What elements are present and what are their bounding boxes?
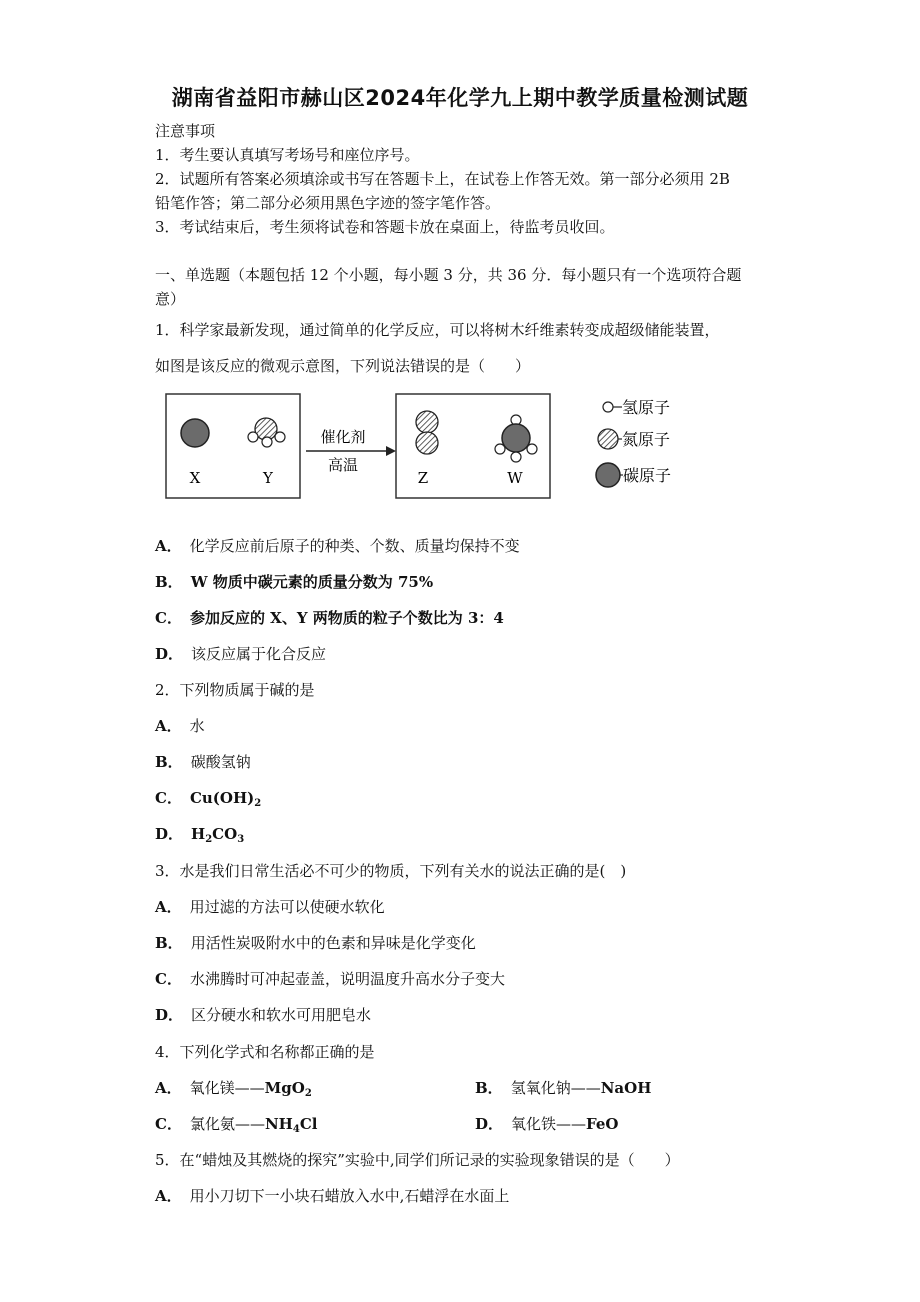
q5-option-a — [155, 1186, 509, 1206]
option-label: A． — [155, 898, 182, 916]
formula: $NH_4Cl$ — [264, 1115, 318, 1135]
option-label: D． — [155, 1006, 184, 1024]
option-label: B． — [155, 753, 183, 771]
q2-option-b — [155, 752, 251, 772]
q3-option-d — [155, 1005, 371, 1025]
formula: NaOH — [600, 1079, 652, 1097]
option-name: 氧化镁—— — [189, 1079, 265, 1097]
option-text: 水沸腾时可冲起壶盖，说明温度升高水分子变大 — [189, 970, 505, 988]
legend-hydrogen-icon — [603, 402, 613, 412]
option-label: C． — [155, 1115, 182, 1133]
formula: $H_2CO_3$ — [191, 825, 245, 845]
question-1-stem: 1．科学家最新发现，通过简单的化学反应，可以将树木纤维素转变成超级储能装置， — [155, 321, 720, 339]
w-hydrogen-atom-right — [527, 444, 537, 454]
q1-option-b — [155, 572, 433, 592]
label-w: W — [507, 469, 523, 487]
notice-item-2-cont: 铅笔作答；第二部分必须用黑色字迹的签字笔作答。 — [155, 194, 501, 212]
label-z: Z — [417, 469, 429, 487]
formula: $Cu(OH)_2$ — [189, 789, 262, 809]
section-heading-cont: 意） — [155, 290, 186, 308]
option-name: 氧化铁—— — [511, 1115, 587, 1133]
option-text: 用过滤的方法可以使硬水软化 — [189, 898, 385, 916]
option-label: C． — [155, 609, 182, 627]
q4-option-a — [155, 1078, 312, 1098]
reaction-diagram — [160, 388, 720, 508]
option-label: A． — [155, 1187, 182, 1205]
legend-hydrogen-label: 氢原子 — [622, 398, 671, 417]
q4-option-c — [155, 1114, 317, 1134]
option-text: 碳酸氢钠 — [190, 753, 251, 771]
q3-option-a — [155, 897, 385, 917]
option-label: A． — [155, 717, 182, 735]
x-carbon-atom — [181, 419, 209, 447]
w-carbon-atom — [502, 424, 530, 452]
option-text: W 物质中碳元素的质量分数为 75% — [190, 573, 434, 591]
notice-item-2: 2．试题所有答案必须填涂或书写在答题卡上，在试卷上作答无效。第一部分必须用 2B — [155, 170, 730, 188]
page-title: 湖南省益阳市赫山区2024年化学九上期中教学质量检测试题 — [171, 86, 749, 110]
option-text: 水 — [189, 717, 205, 735]
option-label: B． — [155, 573, 183, 591]
q1-option-a — [155, 536, 520, 556]
option-text: 区分硬水和软水可用肥皂水 — [191, 1006, 372, 1024]
y-hydrogen-atom-1 — [248, 432, 258, 442]
legend-carbon-icon — [596, 463, 620, 487]
q2-option-c — [155, 788, 261, 808]
option-text: 化学反应前后原子的种类、个数、质量均保持不变 — [189, 537, 520, 555]
option-text: 参加反应的 X、Y 两物质的粒子个数比为 3：4 — [189, 609, 504, 627]
label-y: Y — [263, 469, 273, 487]
option-label: C． — [155, 789, 182, 807]
option-label: D． — [155, 645, 184, 663]
y-hydrogen-atom-3 — [275, 432, 285, 442]
legend-nitrogen-label: 氮原子 — [622, 430, 671, 449]
formula: MgO$_2$ — [264, 1079, 312, 1099]
q2-option-a — [155, 716, 205, 736]
legend-carbon-label: 碳原子 — [623, 466, 672, 485]
option-name: 氢氧化钠—— — [510, 1079, 601, 1097]
formula: FeO — [586, 1115, 619, 1133]
option-text: 该反应属于化合反应 — [191, 645, 327, 663]
notice-heading: 注意事项 — [155, 122, 216, 140]
q4-option-b — [475, 1078, 651, 1098]
section-heading: 一、单选题（本题包括 12 个小题，每小题 3 分，共 36 分．每小题只有一个选项符合题 — [155, 266, 742, 284]
option-text: 用小刀切下一小块石蜡放入水中,石蜡浮在水面上 — [189, 1187, 510, 1205]
option-label: A． — [155, 1079, 182, 1097]
question-5-stem: 5．在“蜡烛及其燃烧的探究”实验中,同学们所记录的实验现象错误的是（ ） — [155, 1151, 680, 1169]
option-label: B． — [155, 934, 183, 952]
legend-nitrogen-icon — [598, 429, 618, 449]
label-x: X — [189, 469, 201, 487]
question-1-stem-cont: 如图是该反应的微观示意图，下列说法错误的是（ ） — [155, 357, 531, 375]
option-label: D． — [475, 1115, 504, 1133]
q3-option-c — [155, 969, 505, 989]
option-label: D． — [155, 825, 184, 843]
option-label: A． — [155, 537, 182, 555]
reaction-arrow-head — [386, 446, 396, 456]
q4-option-d — [475, 1114, 618, 1134]
z-nitrogen-atom-2 — [416, 432, 438, 454]
q1-option-c — [155, 608, 504, 628]
question-4-stem: 4．下列化学式和名称都正确的是 — [155, 1043, 375, 1061]
q2-option-d — [155, 824, 244, 844]
q1-option-d — [155, 644, 326, 664]
option-name: 氯化氨—— — [189, 1115, 265, 1133]
option-text: 用活性炭吸附水中的色素和异味是化学变化 — [190, 934, 476, 952]
notice-item-1: 1．考生要认真填写考场号和座位序号。 — [155, 146, 420, 164]
condition-catalyst: 催化剂 — [320, 428, 366, 446]
z-nitrogen-atom-1 — [416, 411, 438, 433]
q3-option-b — [155, 933, 476, 953]
option-label: B． — [475, 1079, 503, 1097]
condition-high-temp: 高温 — [327, 456, 359, 474]
question-3-stem: 3．水是我们日常生活必不可少的物质，下列有关水的说法正确的是( ) — [155, 862, 627, 880]
w-hydrogen-atom-bottom — [511, 452, 521, 462]
option-label: C． — [155, 970, 182, 988]
w-hydrogen-atom-left — [495, 444, 505, 454]
notice-item-3: 3．考试结束后，考生须将试卷和答题卡放在桌面上，待监考员收回。 — [155, 218, 615, 236]
reactants-box — [166, 394, 300, 498]
y-hydrogen-atom-2 — [262, 437, 272, 447]
question-2-stem: 2．下列物质属于碱的是 — [155, 681, 315, 699]
